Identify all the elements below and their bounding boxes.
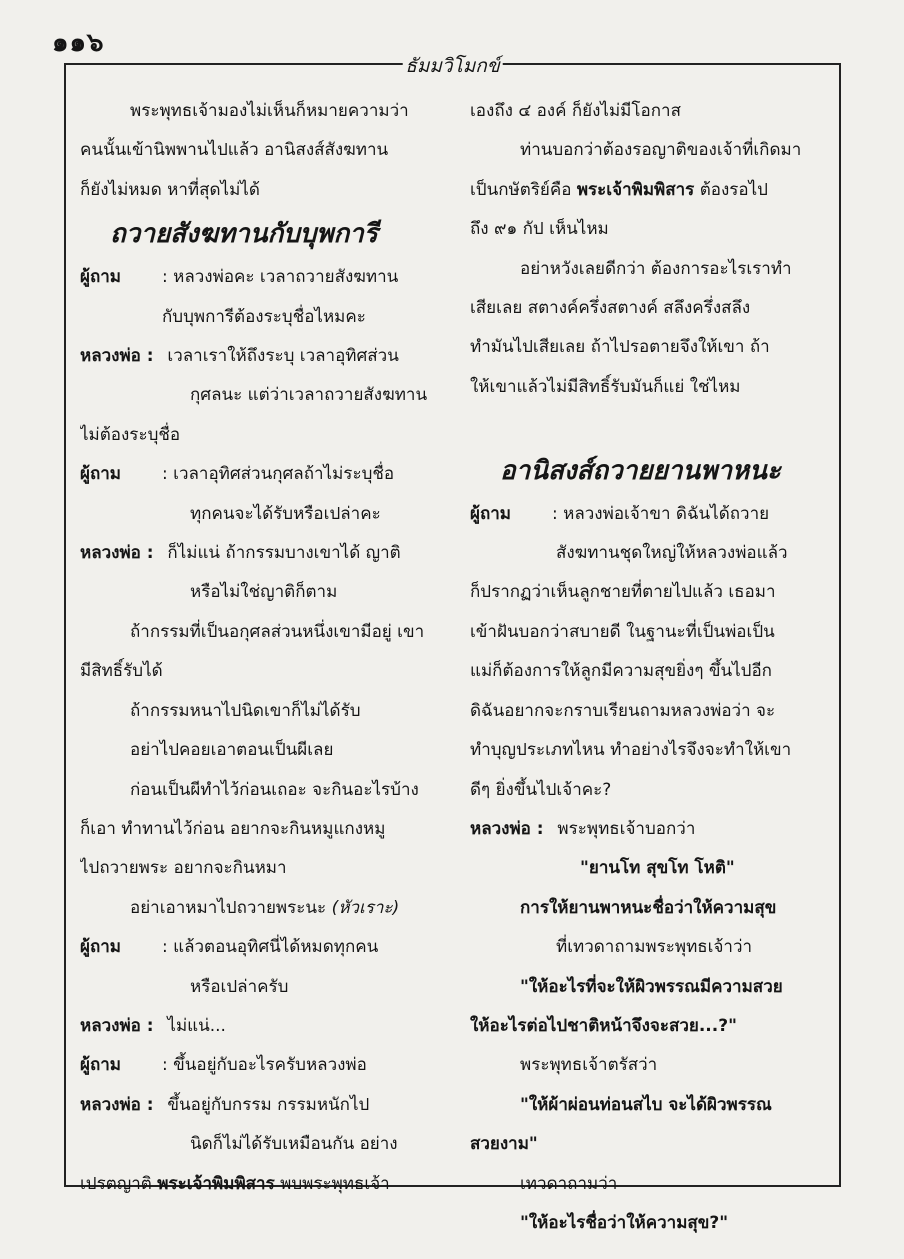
section-heading: ถวายสังฆทานกับบุพการี [110,219,378,250]
speaker-label: ผู้ถาม [80,464,122,485]
text-line: กุศลนะ แต่ว่าเวลาถวายสังฆทาน [190,385,428,406]
text-line: อย่าเอาหมาไปถวายพระนะ (หัวเราะ) [130,897,400,918]
laugh-note: (หัวเราะ) [331,897,400,918]
dialogue-line: หลวงพ่อ : ไม่แน่... [80,1007,438,1046]
quote-line: ให้อะไรต่อไปชาติหน้าจึงจะสวย...?" [470,1015,737,1036]
text-line: ก็ปรากฏว่าเห็นลูกชายที่ตายไปแล้ว เธอมา [470,582,776,603]
text-line: ไม่ต้องระบุชื่อ [80,424,181,445]
text-line: แม่ก็ต้องการให้ลูกมีความสุขยิ่งๆ ขึ้นไปอีก [470,661,772,682]
quote-line: "ให้ผ้าผ่อนท่อนสไบ จะได้ผิวพรรณ [520,1094,772,1115]
speaker-label: หลวงพ่อ : [80,543,154,564]
speaker-label: ผู้ถาม [80,1055,122,1076]
text-line: ทำบุญประเภทไหน ทำอย่างไรจึงจะทำให้เขา [470,740,792,761]
speaker-label: หลวงพ่อ : [80,1015,154,1036]
text-line: ทำมันไปเสียเลย ถ้าไปรอตายจึงให้เขา ถ้า [470,337,770,358]
text-line: ถึง ๙๑ กัป เห็นไหม [470,219,609,240]
text-line: หรือเปล่าครับ [190,976,289,997]
page-frame [64,55,841,1233]
text-line: ทุกคนจะได้รับหรือเปล่าคะ [190,503,381,524]
text-line: ถ้ากรรมหนาไปนิดเขาก็ไม่ได้รับ [130,700,361,721]
text-line: นิดก็ไม่ได้รับเหมือนกัน อย่าง [190,1134,398,1155]
text-line: มีสิทธิ์รับได้ [80,661,163,682]
text-line: เทวดาถามว่า [520,1173,618,1194]
speaker-label: หลวงพ่อ : [80,1094,154,1115]
spacer [470,407,828,446]
speaker-label: หลวงพ่อ : [80,346,154,367]
pali-quote: "ยานโท สุขโท โหติ" [580,858,735,879]
text-line: ท่านบอกว่าต้องรอญาติของเจ้าที่เกิดมา [520,140,802,161]
page-number: ๑๑๖ [52,28,105,58]
text-line: การให้ยานพาหนะชื่อว่าให้ความสุข [520,897,777,918]
dialogue-line: หลวงพ่อ : ก็ไม่แน่ ถ้ากรรมบางเขาได้ ญาติ [80,534,438,573]
text-line: ที่เทวดาถามพระพุทธเจ้าว่า [556,937,753,958]
speaker-label: ผู้ถาม [80,267,122,288]
text-line: ดิฉันอยากจะกราบเรียนถามหลวงพ่อว่า จะ [470,700,776,721]
speaker-label: หลวงพ่อ : [470,818,544,839]
text-line: อย่าไปคอยเอาตอนเป็นผีเลย [130,740,334,761]
dialogue-line: ผู้ถาม : หลวงพ่อคะ เวลาถวายสังฆทาน [80,258,438,297]
text-line: พระพุทธเจ้ามองไม่เห็นก็หมายความว่า [130,101,409,121]
text-line: สังฆทานชุดใหญ่ให้หลวงพ่อแล้ว [556,543,788,564]
dialogue-line: หลวงพ่อ : พระพุทธเจ้าบอกว่า [470,810,828,849]
speaker-label: ผู้ถาม [470,503,512,524]
text-line: พระพุทธเจ้าตรัสว่า [520,1055,658,1076]
dialogue-line: ผู้ถาม : เวลาอุทิศส่วนกุศลถ้าไม่ระบุชื่อ [80,455,438,494]
speaker-label: ผู้ถาม [80,937,122,958]
text-line: เสียเลย สตางค์ครึ่งสตางค์ สลึงครึ่งสลึง [470,298,751,319]
text-line: อย่าหวังเลยดีกว่า ต้องการอะไรเราทำ [520,258,792,279]
dialogue-line: หลวงพ่อ : เวลาเราให้ถึงระบุ เวลาอุทิศส่วน [80,337,438,376]
text-line: เปรตญาติ พระเจ้าพิมพิสาร พบพระพุทธเจ้า [80,1173,390,1194]
right-column [470,92,828,1243]
text-line: ก็ยังไม่หมด หาที่สุดไม่ได้ [80,179,260,200]
dialogue-line: ผู้ถาม : ขึ้นอยู่กับอะไรครับหลวงพ่อ [80,1046,438,1085]
running-title: ธัมมวิโมกข์ [402,51,503,81]
text-line: หรือไม่ใช่ญาติก็ตาม [190,582,338,603]
text-line: ไปถวายพระ อยากจะกินหมา [80,858,287,879]
quote-line: "ให้อะไรชื่อว่าให้ความสุข?" [520,1212,729,1233]
dialogue-line: ผู้ถาม : แล้วตอนอุทิศนี่ได้หมดทุกคน [80,928,438,967]
text-line: ให้เขาแล้วไม่มีสิทธิ์รับมันก็แย่ ใช่ไหม [470,376,741,397]
text-line: คนนั้นเข้านิพพานไปแล้ว อานิสงส์สังฆทาน [80,140,389,161]
quote-line: "ให้อะไรที่จะให้ผิวพรรณมีความสวย [520,976,783,997]
text-line: เข้าฝันบอกว่าสบายดี ในฐานะที่เป็นพ่อเป็น [470,621,775,642]
quote-line: สวยงาม" [470,1134,538,1155]
left-column [80,92,438,1204]
text-line: ดีๆ ยิ่งขึ้นไปเจ้าคะ? [470,779,612,800]
text-line: เป็นกษัตริย์คือ พระเจ้าพิมพิสาร ต้องรอไป [470,179,768,200]
section-heading: อานิสงส์ถวายยานพาหนะ [500,455,781,486]
text-line: กับบุพการีต้องระบุชื่อไหมคะ [162,306,366,327]
text-line: ก็เอา ทำทานไว้ก่อน อยากจะกินหมูแกงหมู [80,818,386,839]
text-line: ก่อนเป็นผีทำไว้ก่อนเถอะ จะกินอะไรบ้าง [130,779,419,800]
dialogue-line: หลวงพ่อ : ขึ้นอยู่กับกรรม กรรมหนักไป [80,1086,438,1125]
dialogue-line: ผู้ถาม : หลวงพ่อเจ้าขา ดิฉันได้ถวาย [470,495,828,534]
text-line: ถ้ากรรมที่เป็นอกุศลส่วนหนึ่งเขามีอยู่ เขา [130,621,425,642]
text-line: เองถึง ๔ องค์ ก็ยังไม่มีโอกาส [470,101,681,121]
